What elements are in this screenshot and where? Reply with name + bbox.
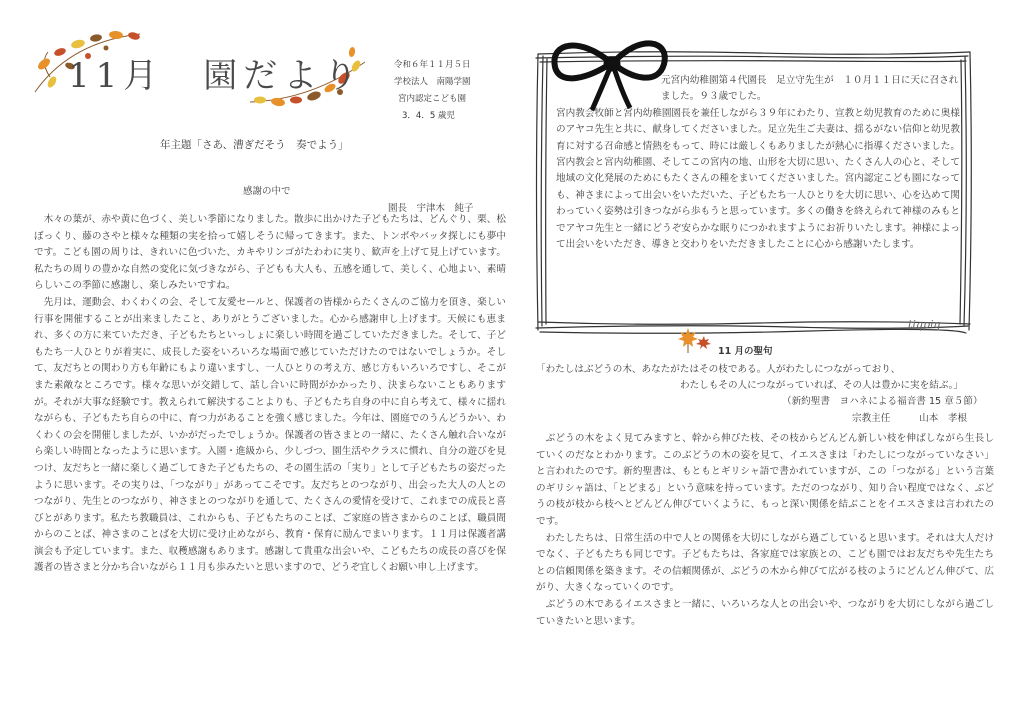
reflection-paragraph: わたしたちは、日常生活の中で人との関係を大切にしながら過ごしていると思います。それは大人だけでなく、子どもたちも同じです。子どもたちは、各家庭では家族との、こども園ではお友だちや先生たちとの信頼関係を築きます。その信頼関係が、ぶどうの木から伸びて広がる枝のようにどんどん伸びて、広がり、大きくなっていくのです。 (536, 532, 994, 594)
verse-line-1: 「わたしはぶどうの木、あなたがたはその枝である。人がわたしにつながっており、 (536, 364, 901, 375)
memorial-first-line: 元宮内幼稚園第４代園長 足立守先生が １０月１１日に天に召され ました。９３歳でした。 (661, 75, 968, 103)
message-paragraph: 先月は、運動会、わくわくの会、そして友愛セールと、保護者の皆様からたくさんのご協力を頂き、楽しい行事を開催することが出来ましたこと、ありがとうございました。心から感謝申し上げます。天候にも恵まれ、多くの方に来ていただき、子どもたちといっしょに楽しい時間を過ごしていただきました。そして、子どもたち一人ひとりが着実に、成長した姿をいろいろな場面で感じていただけたのではないでしょうか。そして、友だちとの関わり方も年齢にもより違いますし、一人ひとりの考え方、感じ方もいろいろですし、そこがまた素敵なところです。様々な思いが交錯して、話し合いに時間がかかったり、決まらないこともありますが。それが大事な経験です。教えられて解決することよりも、子どもたち自身の中に自ら考えて、様々に揺れながらも、子どもたち自らの中に、育つ力があることを強く感じました。今年は、園庭でのうんどうかい、わくわくの会を開催しましたが、いかがだったでしょうか。保護者の皆さまとの一緒に、たくさん触れ合いながら楽しい時間となったように思います。入園・進級から、少しづつ、園生活やクラスに慣れ、自分の遊びを見つけ、友だちと一緒に楽しく過ごしてきた子どもたちの、その園生活の「実り」として子どもたちの姿だったように思います。その実りは、「つながり」があってこそです。友だちとのつながり、出会った大人の人とのつながり、先生とのつながり、神さまとのつながりを通して、たくさんの愛情を受けて、これまでの成長と喜びとがあります。私たち教職員は、これからも、子どもたちのことば、ご家庭の皆さまからのことば、職員間からのことば、神さまのことばを大切に受け止めながら、教育・保育に励んでまいります。１１月は保護者講演会も予定しています。また、収穫感謝もあります。感謝して貴重な出会いや、こどもたちの成長の喜びを保護者の皆さまと分かち合いながら１１月も歩みたいと思いますので、どうぞ宜しくお願い申し上げます。 (34, 296, 506, 574)
newsletter-title: 11月 園だより (68, 56, 364, 96)
memorial-notice (556, 73, 968, 253)
target-ages: 3．4．5 歳児 (402, 111, 455, 121)
organization-name: 学校法人 南陽学園 (394, 77, 471, 87)
school-name: 宮内認定こども園 (398, 94, 467, 104)
verse-line-2: わたしもその人につながっていれば、その人は豊かに実を結ぶ。」 (680, 380, 964, 391)
principal-message (34, 212, 506, 577)
annual-theme: 年主題「さあ、漕ぎだそう 奏でよう」 (160, 139, 349, 151)
message-paragraph: 木々の葉が、赤や黄に色づく、美しい季節になりました。散歩に出かけた子どもたちは、どんぐり、栗、松ぼっくり、藤のさやと様々な種類の実を拾って嬉しそうに帰ってきます。また、トンボやバッタ探しにも夢中です。こども園の周りは、きれいに色づいた、カキやリンゴがたわわに実り、歓声を上げて見上げています。私たちの周りの豊かな自然の変化に気づきながら、子どもも大人も、五感を通して、美しく、心地よい、素晴らしいこの季節に感謝し、楽しみたいですね。 (34, 214, 506, 292)
column-author: 園長 宇津木 純子 (388, 203, 474, 214)
artist-signature: tiqpiq (908, 318, 941, 331)
memorial-body: 宮内教会牧師と宮内幼稚園園長を兼任しながら３９年にわたり、宣教と幼児教育のために奥様のアヤコ先生と共に、献身してくださいました。足立先生ご夫妻は、揺るがない信仰と幼児教育に対する召命感と情熱をもって、時には厳しくもありましたが熱心に指導くださいました。宮内教会と宮内幼稚園、そしてこの宮内の地、山形を大切に思い、たくさん人の心と、そして地域の文化発展のためにもたくさんの種をまいてくださいました。宮内認定こども園になっても、神さまによって出会いをいただいた、子どもたち一人ひとりを大切に思い、心を込めて関わっていく姿勢は引きつながら歩もうと思っています。多くの働きを終えられて神様のみもとでアヤコ先生と一緒にどうぞ安らかな眠りにつかれますようにお祈りいたします。神様によって出会いをいただき、導きと交わりをいただきましたことに心から感謝いたします。 (556, 107, 960, 251)
reflection-paragraph: ぶどうの木であるイエスさまと一緒に、いろいろな人との出会いや、つながりを大切にしながら過ごしていきたいと思います。 (536, 598, 994, 627)
verse-heading: 11 月の聖句 (718, 346, 773, 357)
verse-author: 宗教主任 山本 孝根 (852, 413, 968, 424)
issue-date: 令和６年１１月５日 (394, 60, 471, 70)
maple-leaf-icon (678, 326, 714, 356)
verse-source: （新約聖書 ヨハネによる福音書 15 章５節） (782, 396, 983, 407)
verse-reflection (536, 431, 994, 630)
column-title: 感謝の中で (243, 186, 291, 197)
reflection-paragraph: ぶどうの木をよく見てみますと、幹から伸びた枝、その枝からどんどん新しい枝を伸ばしながら生長していくのだなとわかります。このぶどうの木の姿を見て、イエスさまは「わたしにつながっていなさい」と言われたのです。新約聖書は、もともとギリシャ語で書かれていますが、この「つながる」という言葉のギリシャ語は、「とどまる」という意味を持っています。ただのつながり、知り合い程度ではなく、ぶどうの枝が枝から枝へとどんどん伸びていくように、もっと深い関係を結ぶことをイエスさまは言われたのです。 (536, 433, 994, 527)
